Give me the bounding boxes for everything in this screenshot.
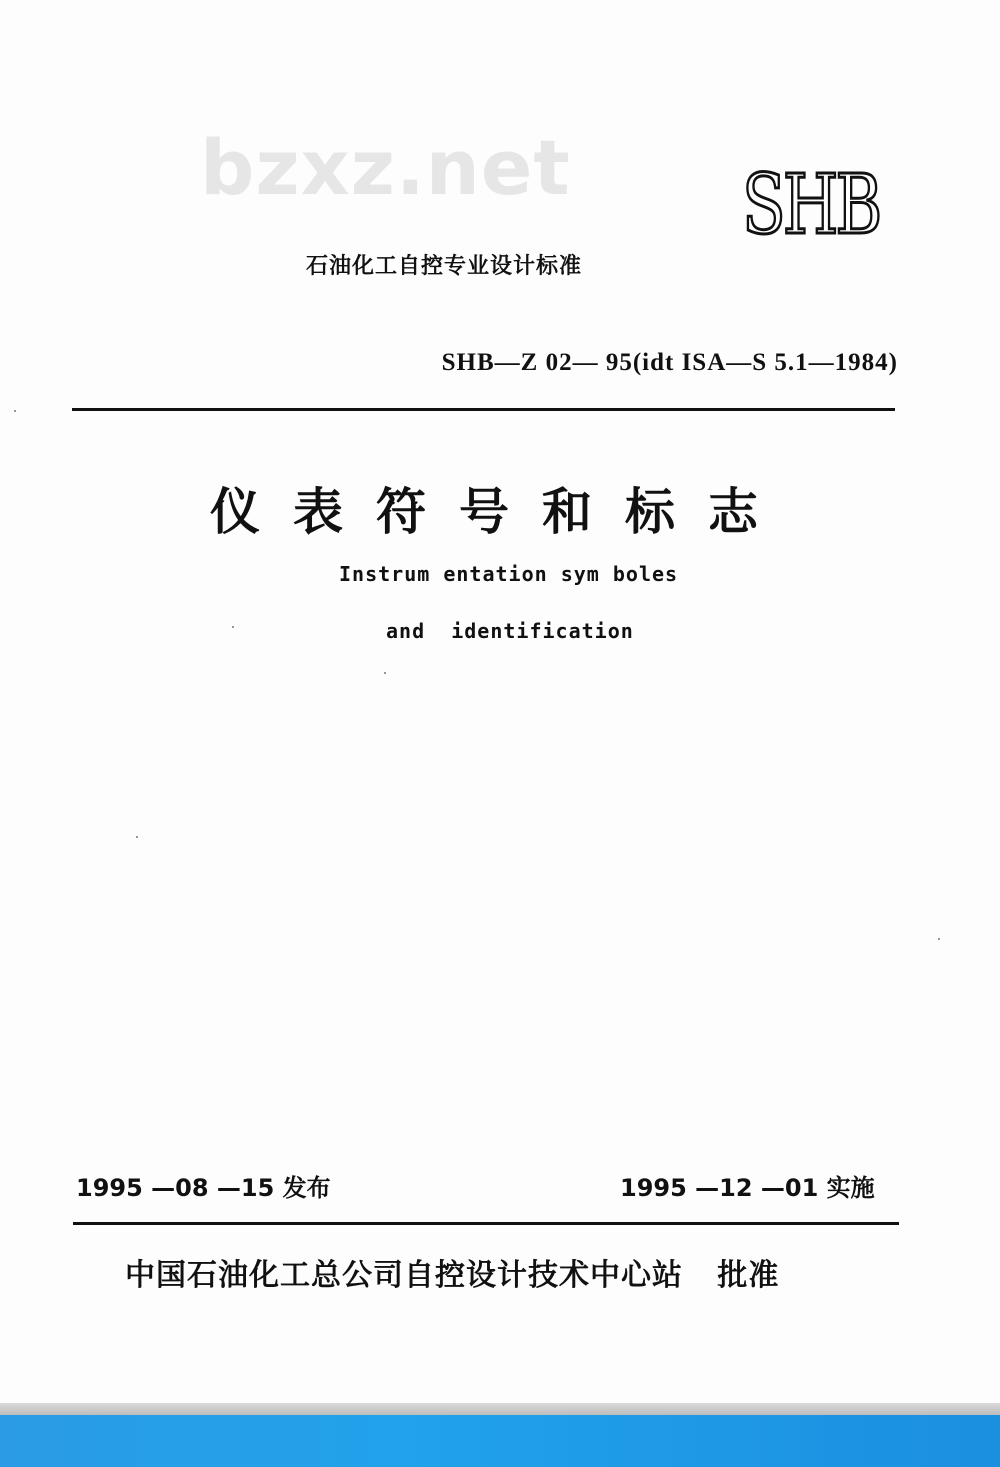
title-en-line-2: and identification (386, 619, 634, 643)
bottom-divider (73, 1222, 899, 1225)
viewer-separator (0, 1403, 1000, 1415)
scan-speck (384, 672, 386, 674)
watermark: bzxz.net (200, 123, 571, 212)
scan-speck (938, 938, 940, 940)
scan-speck (232, 626, 234, 628)
scan-speck (136, 836, 138, 838)
issue-date: 1995 —08 —15 发布 (76, 1174, 331, 1202)
scan-speck (14, 410, 16, 412)
effective-date: 1995 —12 —01 实施 (620, 1174, 875, 1202)
series-title: 石油化工自控专业设计标准 (306, 254, 583, 279)
approval-authority: 中国石油化工总公司自控设计技术中心站 批准 (125, 1258, 780, 1293)
top-divider (72, 408, 895, 411)
shb-logo: SHB (742, 158, 880, 253)
viewer-bottom-bar (0, 1415, 1000, 1467)
title-en-line-1: Instrum entation sym boles (339, 562, 679, 586)
standard-number: SHB—Z 02— 95(idt ISA—S 5.1—1984) (441, 349, 898, 376)
main-title-zh: 仪表符号和标志 (210, 483, 791, 541)
